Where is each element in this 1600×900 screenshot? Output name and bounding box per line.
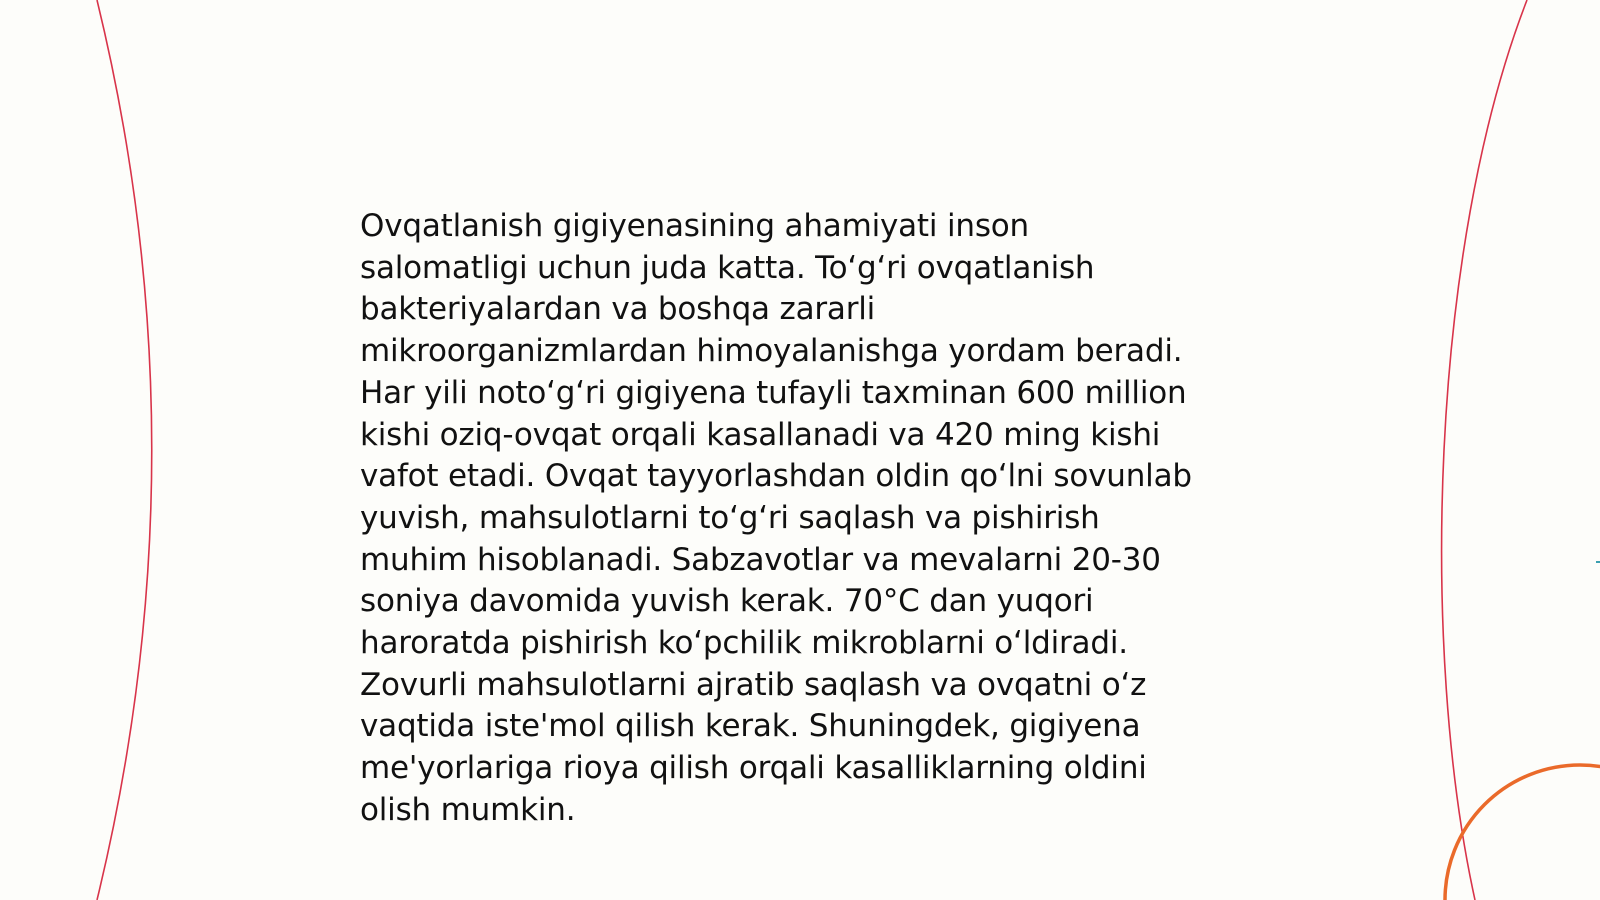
paragraph-line: Zovurli mahsulotlarni ajratib saqlash va ovqatni o‘z bbox=[360, 666, 1147, 703]
paragraph-line: kishi oziq-ovqat orqali kasallanadi va 420 ming kishi bbox=[360, 416, 1161, 453]
paragraph-line: bakteriyalardan va boshqa zararli bbox=[360, 291, 876, 328]
paragraph-line: haroratda pishirish ko‘pchilik mikroblarni o‘ldiradi. bbox=[360, 625, 1128, 662]
paragraph-line: vafot etadi. Ovqat tayyorlashdan oldin qo‘lni sovunlab bbox=[360, 458, 1192, 495]
paragraph-line: soniya davomida yuvish kerak. 70°C dan yuqori bbox=[360, 583, 1094, 620]
paragraph-line: yuvish, mahsulotlarni to‘g‘ri saqlash va pishirish bbox=[360, 499, 1100, 536]
paragraph-line: vaqtida iste'mol qilish kerak. Shuningdek, gigiyena bbox=[360, 708, 1141, 745]
left-curve bbox=[97, 0, 152, 900]
paragraph-line: mikroorganizmlardan himoyalanishga yordam beradi. bbox=[360, 333, 1183, 370]
paragraph-line: salomatligi uchun juda katta. To‘g‘ri ovqatlanish bbox=[360, 249, 1095, 286]
paragraph-line: muhim hisoblanadi. Sabzavotlar va mevalarni 20-30 bbox=[360, 541, 1161, 578]
paragraph-line: Har yili noto‘g‘ri gigiyena tufayli taxminan 600 million bbox=[360, 374, 1187, 411]
paragraph-line: Ovqatlanish gigiyenasining ahamiyati inson bbox=[360, 208, 1029, 244]
body-paragraph bbox=[360, 206, 1260, 832]
orange-arc bbox=[1445, 765, 1600, 900]
paragraph-line: olish mumkin. bbox=[360, 791, 576, 828]
paragraph-line: me'yorlariga rioya qilish orqali kasalliklarning oldini bbox=[360, 750, 1147, 787]
right-curve bbox=[1442, 0, 1527, 900]
